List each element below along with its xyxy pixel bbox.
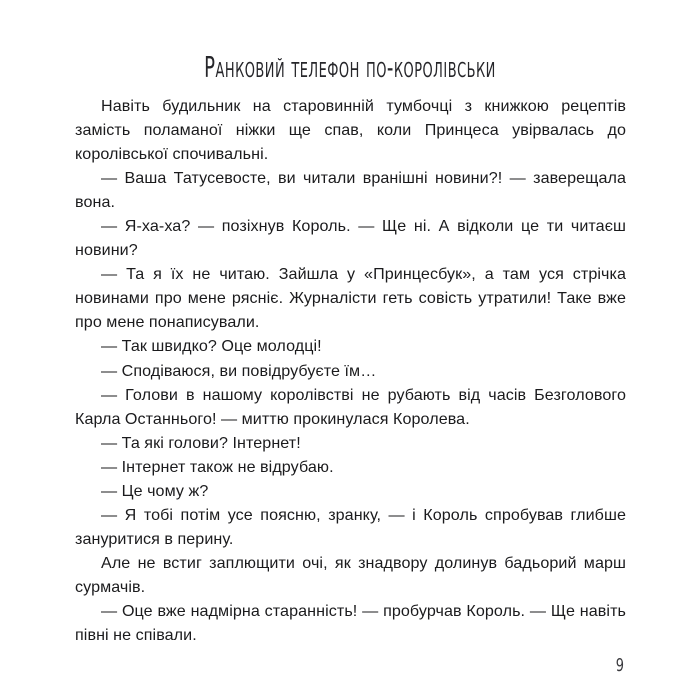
paragraph: — Та я їх не читаю. Зайшла у «Принцесбук», а там уся стрічка новинами про мене рясніє. Журналісти геть совість утратили! Таке вже про мене понаписували. — [75, 265, 626, 332]
paragraph: — Так швидко? Оце молодці! — [101, 337, 322, 356]
paragraph: — Голови в нашому королівстві не рубають від часів Безголового Карла Останнього! — миттю прокинулася Королева. — [75, 385, 626, 428]
paragraph: — Я-ха-ха? — позіхнув Король. — Ще ні. А відколи це ти читаєш новини? — [75, 217, 626, 260]
paragraph: — Ваша Татусевосте, ви читали вранішні новини?! — заверещала вона. — [75, 169, 626, 212]
paragraph: — Та які голови? Інтернет! — [101, 433, 301, 452]
paragraph: — Оце вже надмірна старанність! — пробурчав Король. — Ще навіть півні не співали. — [75, 601, 626, 645]
chapter-title: Ранковий телефон по-королівськи — [204, 50, 496, 84]
page-number: 9 — [615, 655, 624, 676]
body-text-column — [75, 94, 626, 647]
paragraph: Навіть будильник на старовинній тумбочці з книжкою рецептів замість поламаної ніжки ще спав, коли Принцеса увірвалась до королівської спочивальні. — [75, 97, 626, 164]
paragraph: — Я тобі потім усе поясню, зранку, — і Король спробував глибше зануритися в перину. — [75, 505, 626, 548]
paragraph: — Сподіваюся, ви повідрубуєте їм… — [101, 361, 377, 380]
paragraph: — Інтернет також не відрубаю. — [101, 457, 334, 476]
paragraph: — Це чому ж? — [101, 481, 209, 500]
paragraph: Але не встиг заплющити очі, як знадвору долинув бадьорий марш сурмачів. — [75, 553, 626, 596]
